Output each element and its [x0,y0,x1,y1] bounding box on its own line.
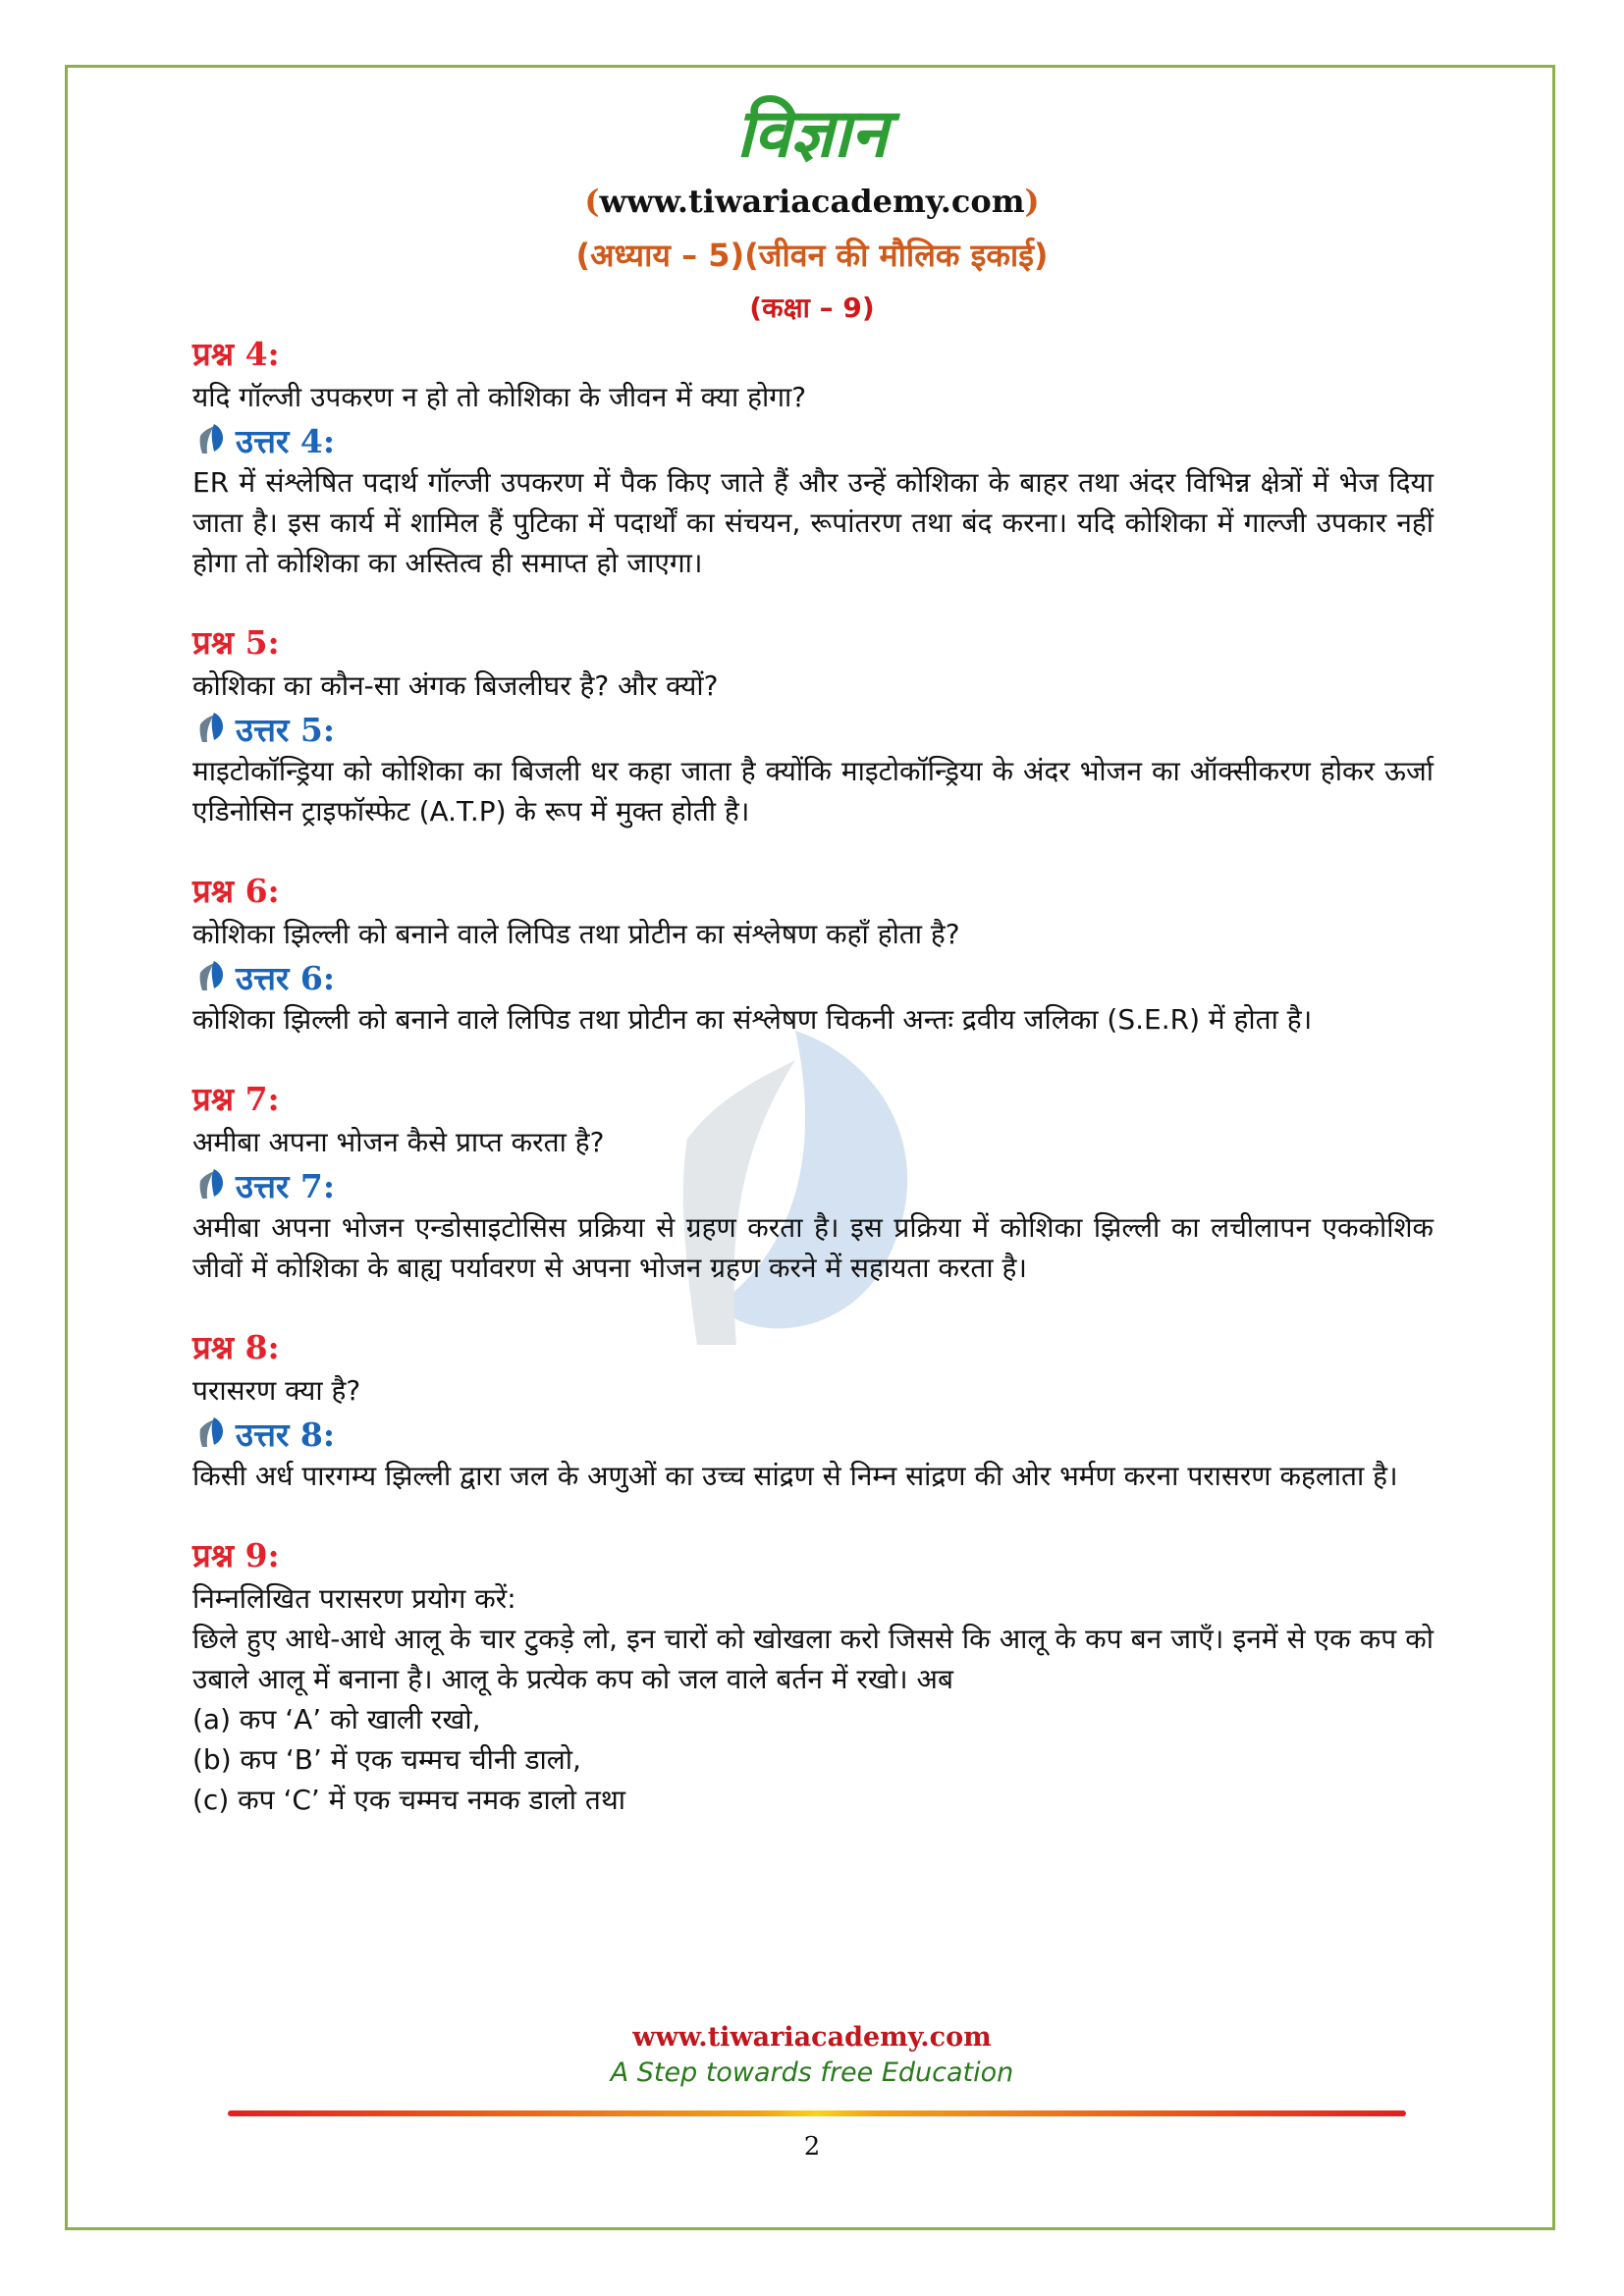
question-intro: निम्नलिखित परासरण प्रयोग करें: [192,1582,516,1615]
footer-divider [228,2110,1406,2116]
answer-label [192,954,1434,999]
qa-block-7 [192,1077,1434,1288]
question-label: प्रश्न 8: [192,1328,280,1366]
answer-label [192,417,1434,462]
question-text: यदि गॉल्जी उपकरण न हो तो कोशिका के जीवन में क्या होगा? [192,381,807,413]
list-item: (c) कप ‘C’ में एक चम्मच नमक डालो तथा [192,1784,625,1816]
page-number: 2 [803,2132,821,2162]
answer-text: अमीबा अपना भोजन एन्डोसाइटोसिस प्रक्रिया से ग्रहण करता है। इस प्रक्रिया में कोशिका झिल्ली का लचीलापन एककोशिक जीवों में कोशिका के बाह्य पर्यावरण से अपना भोजन ग्रहण करने में सहायता करता है। [192,1211,1434,1284]
question-text: कोशिका झिल्ली को बनाने वाले लिपिड तथा प्रोटीन का संश्लेषण कहाँ होता है? [192,918,960,950]
header-website-close-paren: ) [1024,183,1040,220]
answer-label-text: उत्तर 8: [236,1415,336,1454]
answer-text: कोशिका झिल्ली को बनाने वाले लिपिड तथा प्रोटीन का संश्लेषण चिकनी अन्तः द्रवीय जलिका (S.E.R) में होता है। [192,1003,1313,1036]
class-heading: (कक्षा – 9) [749,292,875,324]
qa-block-5 [192,620,1434,831]
question-text: कोशिका का कौन-सा अंगक बिजलीघर है? और क्यों? [192,669,719,702]
question-text: परासरण क्या है? [192,1374,361,1407]
answer-text: ER में संश्लेषित पदार्थ गॉल्जी उपकरण में पैक किए जाते हैं और उन्हें कोशिका के बाहर तथा अंदर विभिन्न क्षेत्रों में भेज दिया जाता है। इस कार्य में शामिल हैं पुटिका में पदार्थों का संचयन, रूपांतरण तथा बंद करना। यदि कोशिका में गाल्जी उपकार नहीं होगा तो कोशिका का अस्तित्व ही समाप्त हो जाएगा। [192,466,1434,579]
question-label: प्रश्न 5: [192,623,280,662]
tiwari-leaf-icon [192,1415,228,1451]
answer-label-text: उत्तर 6: [236,958,336,997]
list-item: (a) कप ‘A’ को खाली रखो, [192,1703,481,1735]
tiwari-leaf-icon [192,1167,228,1202]
answer-text: किसी अर्ध पारगम्य झिल्ली द्वारा जल के अणुओं का उच्च सांद्रण से निम्न सांद्रण की ओर भर्मण करना परासरण कहलाता है। [192,1460,1398,1492]
qa-content [192,332,1434,1857]
qa-block-8 [192,1325,1434,1496]
answer-label [192,706,1434,751]
question-text: अमीबा अपना भोजन कैसे प्राप्त करता है? [192,1126,605,1158]
answer-label [192,1411,1434,1456]
header-website-open-paren: ( [584,183,600,220]
qa-block-9 [192,1533,1434,1820]
qa-block-4 [192,332,1434,583]
list-item: (b) कप ‘B’ में एक चम्मच चीनी डालो, [192,1743,581,1776]
answer-label-text: उत्तर 5: [236,710,336,749]
tiwari-leaf-icon [192,711,228,746]
header-website-url: www.tiwariacademy.com [599,183,1025,220]
page-title: विज्ञान [735,95,889,173]
tiwari-leaf-icon [192,959,228,994]
answer-label [192,1162,1434,1207]
header-website [0,183,1624,220]
answer-label-text: उत्तर 7: [236,1166,336,1205]
footer-tagline: A Step towards free Education [610,2057,1014,2088]
chapter-heading: (अध्याय – 5)(जीवन की मौलिक इकाई) [575,237,1049,274]
question-label: प्रश्न 7: [192,1080,280,1118]
question-label: प्रश्न 9: [192,1536,280,1575]
question-label: प्रश्न 4: [192,335,280,373]
tiwari-leaf-icon [192,422,228,457]
footer-website: www.tiwariacademy.com [632,2022,992,2053]
question-label: प्रश्न 6: [192,872,280,910]
answer-text: माइटोकॉन्ड्रिया को कोशिका का बिजली धर कहा जाता है क्योंकि माइटोकॉन्ड्रिया के अंदर भोजन का ऑक्सीकरण होकर ऊर्जा एडिनोसिन ट्राइफॉस्फेट (A.T.P) के रूप में मुक्त होती है। [192,755,1434,828]
answer-label-text: उत्तर 4: [236,421,336,460]
question-text: छिले हुए आधे-आधे आलू के चार टुकड़े लो, इन चारों को खोखला करो जिससे कि आलू के कप बन जाएँ। इनमें से एक कप को उबाले आलू में बनाना है। आलू के प्रत्येक कप को जल वाले बर्तन में रखो। अब [192,1623,1434,1695]
qa-block-6 [192,869,1434,1040]
